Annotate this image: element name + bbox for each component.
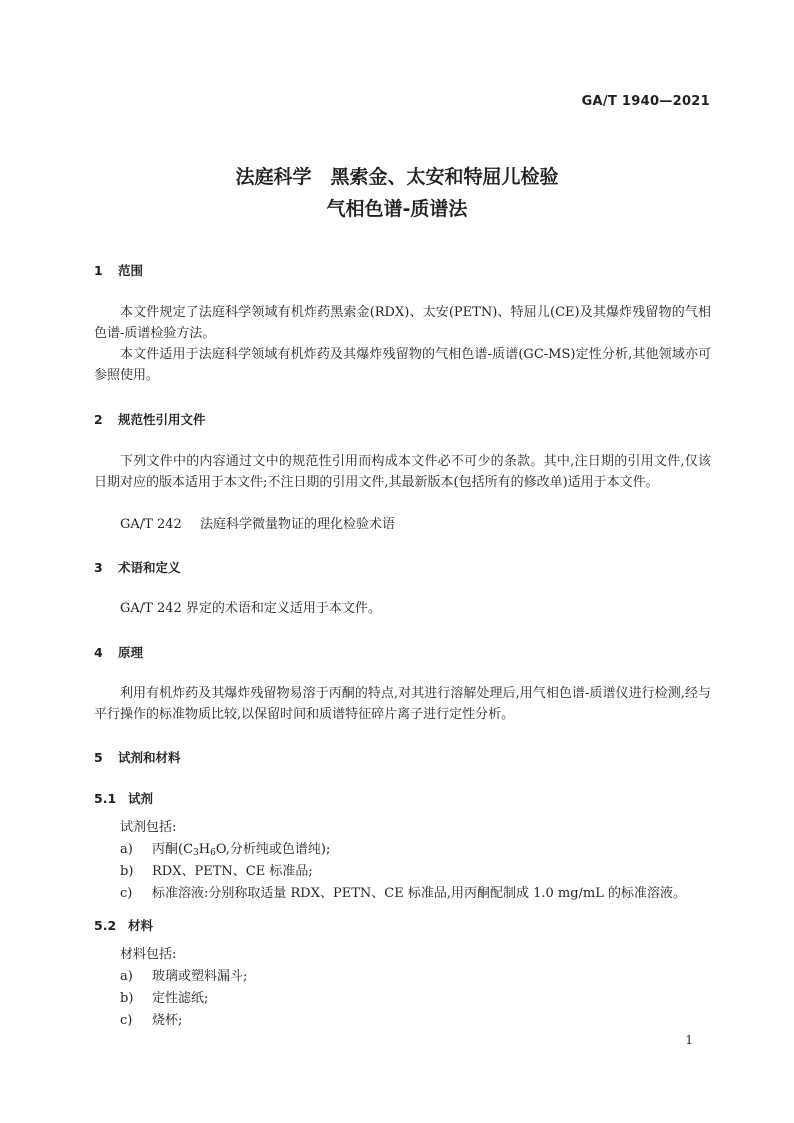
section-4-paragraph-1: 利用有机炸药及其爆炸残留物易溶于丙酮的特点,对其进行溶解处理后,用气相色谱-质谱仪进行检测,经与平行操作的标准物质比较,以保留时间和质谱特征碎片离子进行定性分析。 [94, 686, 711, 722]
section-title: 原理 [118, 645, 144, 660]
section-2-paragraph-1: 下列文件中的内容通过文中的规范性引用而构成本文件必不可少的条款。其中,注日期的引用文件,仅该日期对应的版本适用于本文件;不注日期的引用文件,其最新版本(包括所有的修改单)适用于本文件。 [94, 454, 711, 490]
section-number: 5 [94, 750, 103, 765]
material-item-a: a) 玻璃或塑料漏斗; [120, 966, 247, 987]
section-number: 2 [94, 412, 103, 427]
material-item-b: b) 定性滤纸; [120, 988, 208, 1009]
section-3-heading [94, 559, 181, 577]
section-title: 范围 [118, 263, 144, 278]
section-number: 4 [94, 645, 103, 660]
reference-code: GA/T 242 [120, 517, 182, 532]
section-number: 1 [94, 263, 103, 278]
list-label: b) [120, 991, 134, 1006]
section-number: 3 [94, 560, 103, 575]
material-item-c: c) 烧杯; [120, 1010, 182, 1031]
section-title: 术语和定义 [118, 560, 181, 575]
materials-intro: 材料包括: [120, 947, 177, 962]
section-5-heading [94, 749, 181, 767]
page-number: 1 [685, 1033, 693, 1047]
list-label: b) [120, 864, 134, 879]
section-title: 规范性引用文件 [118, 412, 206, 427]
subsection-number: 5.2 [94, 918, 117, 933]
list-label: c) [120, 1013, 133, 1028]
subsection-title: 试剂 [128, 791, 154, 806]
list-label: a) [120, 842, 133, 857]
list-label: a) [120, 969, 133, 984]
reagents-intro: 试剂包括: [120, 820, 177, 835]
subsection-5-2-heading [94, 917, 153, 935]
subsection-title: 材料 [128, 918, 154, 933]
section-2-heading [94, 411, 206, 429]
standard-number: GA/T 1940—2021 [581, 94, 710, 109]
section-1-heading [94, 262, 143, 280]
reagent-item-a: a) 丙酮($C_3H_6O$,分析纯或色谱纯); [120, 839, 330, 864]
reagent-item-c: c) 标准溶液:分别称取适量 RDX、PETN、CE 标准品,用丙酮配制成 1.0 mg/mL 的标准溶液。 [120, 883, 686, 904]
section-1-paragraph-1: 本文件规定了法庭科学领域有机炸药黑索金(RDX)、太安(PETN)、特屈儿(CE)及其爆炸残留物的气相色谱-质谱检验方法。 [94, 305, 711, 341]
section-3-paragraph-1: GA/T 242 界定的术语和定义适用于本文件。 [120, 601, 381, 616]
list-label: c) [120, 886, 133, 901]
reference-title: 法庭科学微量物证的理化检验术语 [200, 517, 396, 532]
normative-reference-item [120, 514, 395, 535]
document-title-line2: 气相色谱-质谱法 [326, 198, 468, 220]
section-1-paragraph-2: 本文件适用于法庭科学领域有机炸药及其爆炸残留物的气相色谱-质谱(GC-MS)定性分析,其他领域亦可参照使用。 [94, 347, 711, 383]
section-4-heading [94, 644, 143, 662]
document-title-line1: 法庭科学 黑索金、太安和特屈儿检验 [235, 166, 559, 188]
section-title: 试剂和材料 [118, 750, 181, 765]
subsection-5-1-heading [94, 790, 153, 808]
subsection-number: 5.1 [94, 791, 117, 806]
reagent-item-b: b) RDX、PETN、CE 标准品; [120, 861, 313, 882]
